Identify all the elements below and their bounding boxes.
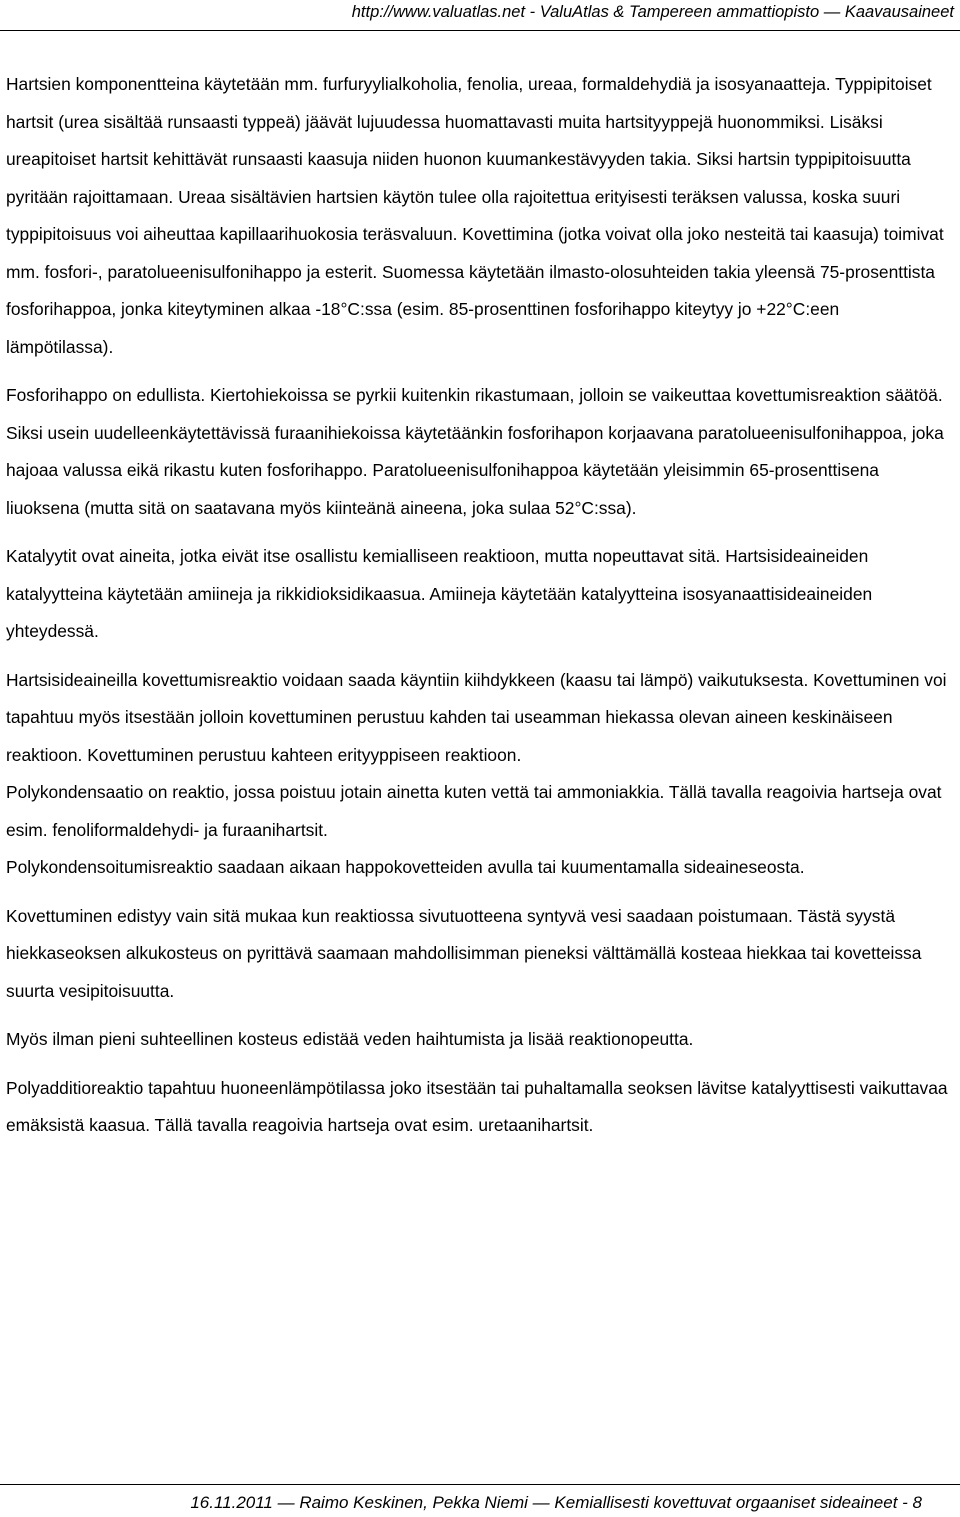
- page-header: http://www.valuatlas.net - ValuAtlas & Tampereen ammattiopisto — Kaavausaineet: [351, 3, 954, 21]
- paragraph-hartsien-komponentit: Hartsien komponentteina käytetään mm. furfuryylialkoholia, fenolia, ureaa, formaldehydiä ja isosyanaatteja. Typpipitoiset hartsit (urea sisältää runsaasti typpeä) jäävät lujuudessa huomattavasti muita hartsityyppejä huonommiksi. Lisäksi ureapitoiset hartsit kehittävät runsaasti kaasuja niiden huonon kuumankestävyyden takia. Siksi hartsin typpipitoisuutta pyritään rajoittamaan. Ureaa sisältävien hartsien käytön tulee olla rajoitettua erityisesti teräksen valussa, koska suuri typpipitoisuus voi aiheuttaa kapillaarihuokosia teräsvaluun. Kovettimina (jotka voivat olla joko nesteitä tai kaasuja) toimivat mm. fosfori-, paratolueenisulfonihappo ja esterit. Suomessa käytetään ilmasto-olosuhteiden takia yleensä 75-prosenttista fosforihappoa, jonka kiteytyminen alkaa -18°C:ssa (esim. 85-prosenttinen fosforihappo kiteytyy jo +22°C:een lämpötilassa).: [6, 74, 944, 357]
- paragraph-kovettumisreaktio: Hartsisideaineilla kovettumisreaktio voidaan saada käyntiin kiihdykkeen (kaasu tai lämpö) vaikutuksesta. Kovettuminen voi tapahtuu myös itsestään jolloin kovettuminen perustuu kahden tai useamman hiekassa olevan aineen keskinäiseen reaktioon. Kovettuminen perustuu kahteen erityyppiseen reaktioon.: [6, 669, 947, 765]
- footer-divider: [0, 1484, 960, 1485]
- paragraph-kovettuminen-edistyy: Kovettuminen edistyy vain sitä mukaa kun reaktiossa sivutuotteena syntyvä vesi saadaan poistumaan. Tästä syystä hiekkaseoksen alkukosteus on pyrittävä saamaan mahdollisimman pieneksi välttämällä kosteaa hiekkaa tai kovetteissa suurta vesipitoisuutta.: [6, 905, 922, 1001]
- paragraph-polykondensoitumisreaktio: Polykondensoitumisreaktio saadaan aikaan happokovetteiden avulla tai kuumentamalla sideaineseosta.: [6, 857, 805, 877]
- page-footer: 16.11.2011 — Raimo Keskinen, Pekka Niemi — Kemiallisesti kovettuvat orgaaniset sideaineet - 8: [190, 1493, 922, 1512]
- header-divider: [0, 30, 960, 31]
- paragraph-kosteus: Myös ilman pieni suhteellinen kosteus edistää veden haihtumista ja lisää reaktionopeutta.: [6, 1029, 694, 1049]
- paragraph-polyadditioreaktio: Polyadditioreaktio tapahtuu huoneenlämpötilassa joko itsestään tai puhaltamalla seoksen lävitse katalyyttisesti vaikuttavaa emäksistä kaasua. Tällä tavalla reagoivia hartseja ovat esim. uretaanihartsit.: [6, 1077, 948, 1135]
- paragraph-katalyytit: Katalyytit ovat aineita, jotka eivät itse osallistu kemialliseen reaktioon, mutta nopeuttavat sitä. Hartsisideaineiden katalyytteina käytetään amiineja ja rikkidioksidikaasua. Amiineja käytetään katalyytteina isosyanaattisideaineiden yhteydessä.: [6, 546, 873, 641]
- paragraph-fosforihappo: Fosforihappo on edullista. Kiertohiekoissa se pyrkii kuitenkin rikastumaan, jolloin se vaikeuttaa kovettumisreaktion säätöä. Siksi usein uudelleenkäytettävissä furaanihiekoissa käytetäänkin fosforihapon korjaavana paratolueenisulfonihappoa, joka hajoaa valussa eikä rikastu kuten fosforihappo. Paratolueenisulfonihappoa käytetään yleisimmin 65-prosenttisena liuoksena (mutta sitä on saatavana myös kiinteänä aineena, joka sulaa 52°C:ssa).: [6, 385, 944, 518]
- paragraph-polykondensaatio: Polykondensaatio on reaktio, jossa poistuu jotain ainetta kuten vettä tai ammoniakkia. Tällä tavalla reagoivia hartseja ovat esim. fenoliformaldehydi- ja furaanihartsit.: [6, 782, 942, 840]
- document-body: [6, 66, 948, 1145]
